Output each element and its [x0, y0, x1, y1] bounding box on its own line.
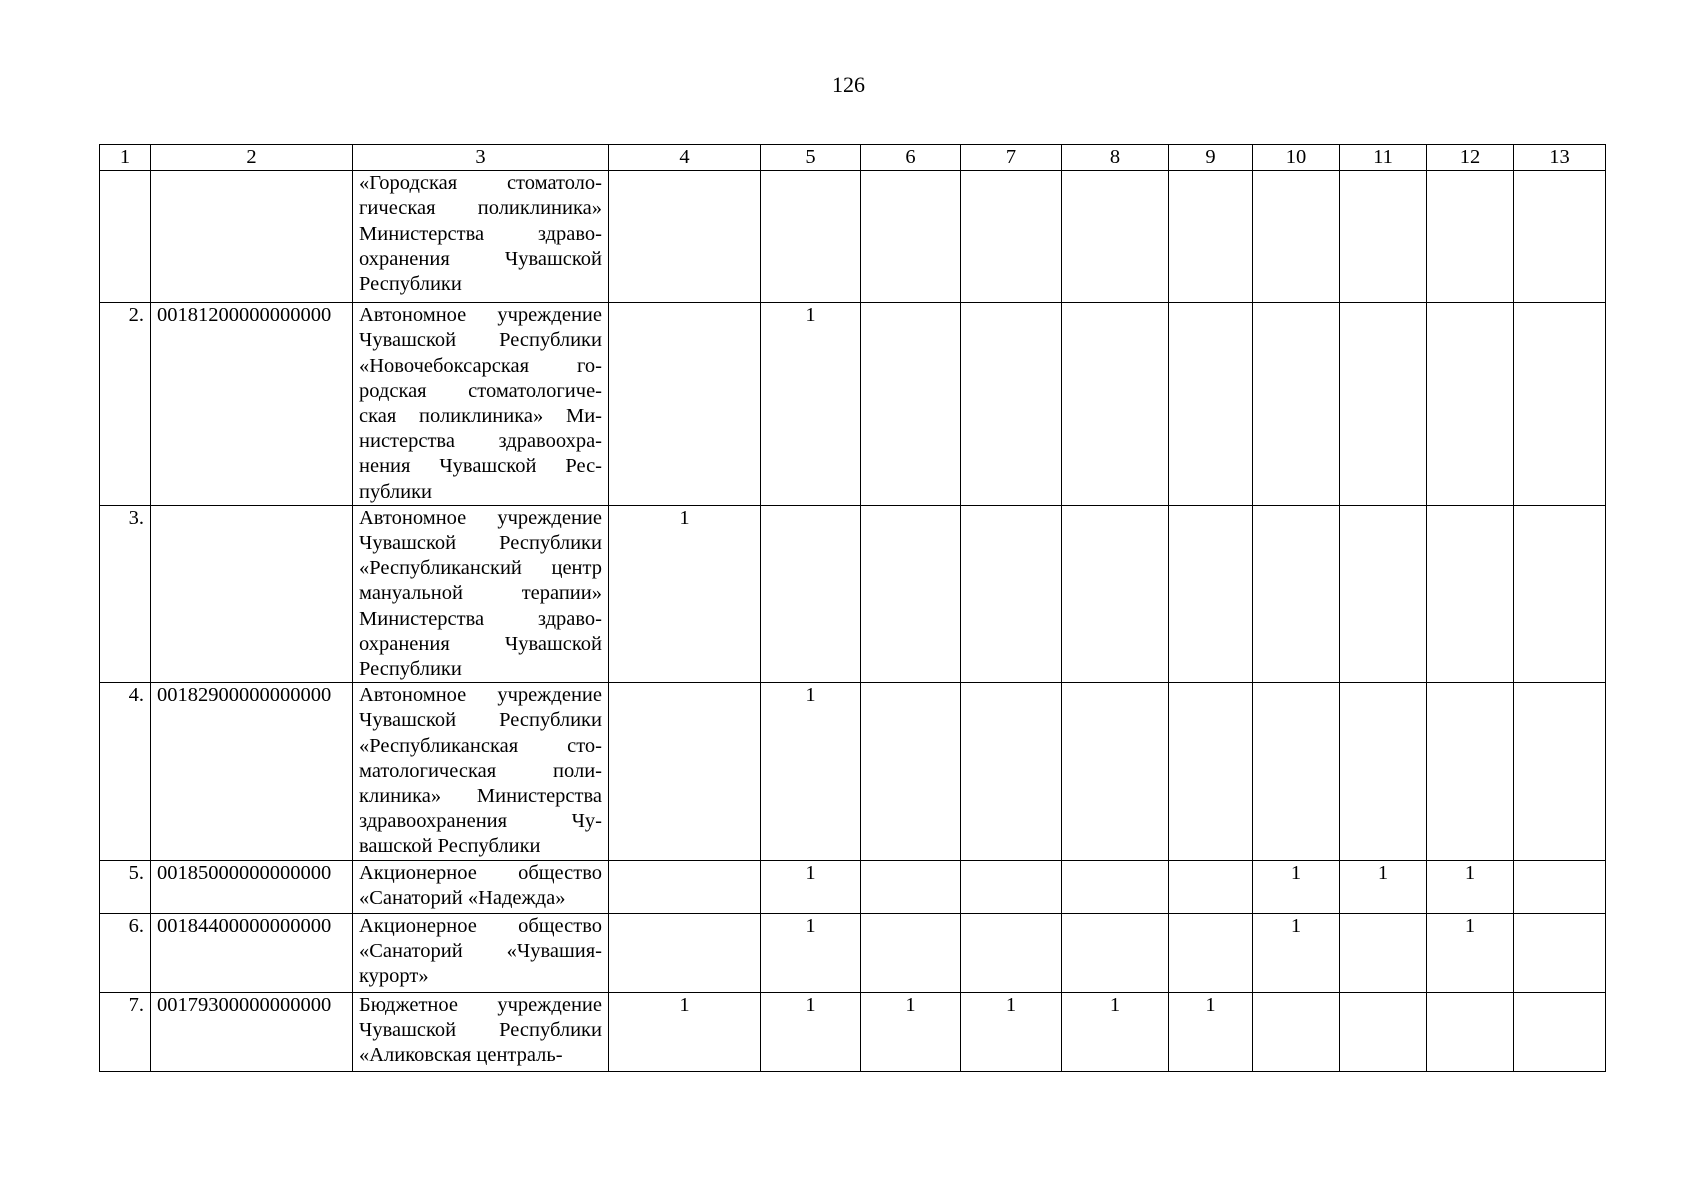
value-cell-col-9: [1169, 683, 1253, 860]
organization-name-line: матологическая поли-: [359, 759, 602, 782]
value-cell-col-10: [1253, 171, 1340, 303]
value-cell-col-4: [609, 913, 761, 992]
value-cell-col-13: [1514, 860, 1606, 913]
value-cell-col-10: [1253, 303, 1340, 506]
organization-name: [353, 505, 609, 682]
value-cell-col-9: 1: [1169, 992, 1253, 1071]
registry-code: 00182900000000000: [151, 683, 353, 860]
value-cell-col-13: [1514, 171, 1606, 303]
organization-name-line: Республики: [359, 273, 462, 296]
organization-name-line: «Аликовская централь-: [359, 1044, 563, 1067]
value-cell-col-7: [961, 913, 1062, 992]
value-cell-col-12: 1: [1427, 913, 1514, 992]
organization-name-line: Акционерное общество: [359, 861, 602, 884]
row-number: 5.: [100, 860, 151, 913]
value-cell-col-5: 1: [761, 683, 861, 860]
organization-name-line: «Санаторий «Надежда»: [359, 886, 566, 909]
value-cell-col-4: 1: [609, 505, 761, 682]
organization-name-line: гическая поликлиника»: [359, 197, 602, 220]
value-cell-col-4: [609, 303, 761, 506]
value-cell-col-11: 1: [1340, 860, 1427, 913]
value-cell-col-5: [761, 505, 861, 682]
column-header: 8: [1062, 145, 1169, 171]
value-cell-col-7: [961, 171, 1062, 303]
registry-code: 00179300000000000: [151, 992, 353, 1071]
value-cell-col-8: [1062, 303, 1169, 506]
value-cell-col-11: [1340, 171, 1427, 303]
table-row: [100, 992, 1606, 1071]
organization-name: [353, 303, 609, 506]
column-header: 4: [609, 145, 761, 171]
value-cell-col-11: [1340, 303, 1427, 506]
column-header: 13: [1514, 145, 1606, 171]
organization-name-line: публики: [359, 480, 433, 503]
column-header: 10: [1253, 145, 1340, 171]
organization-name-line: нистерства здравоохра-: [359, 430, 602, 453]
value-cell-col-13: [1514, 992, 1606, 1071]
value-cell-col-9: [1169, 860, 1253, 913]
column-header: 7: [961, 145, 1062, 171]
organization-name: [353, 683, 609, 860]
table-row: [100, 505, 1606, 682]
organization-name: [353, 860, 609, 913]
column-header: 1: [100, 145, 151, 171]
value-cell-col-4: 1: [609, 992, 761, 1071]
row-number: 6.: [100, 913, 151, 992]
value-cell-col-8: [1062, 860, 1169, 913]
value-cell-col-4: [609, 683, 761, 860]
value-cell-col-7: [961, 303, 1062, 506]
table-row: [100, 171, 1606, 303]
value-cell-col-7: 1: [961, 992, 1062, 1071]
table-header: [100, 145, 1606, 171]
value-cell-col-13: [1514, 683, 1606, 860]
value-cell-col-12: [1427, 683, 1514, 860]
organization-name-line: Автономное учреждение: [359, 506, 602, 529]
value-cell-col-5: [761, 171, 861, 303]
value-cell-col-8: [1062, 683, 1169, 860]
organization-name-line: клиника» Министерства: [359, 785, 602, 808]
organization-name-line: вашской Республики: [359, 835, 541, 858]
organization-name: [353, 171, 609, 303]
organization-name-line: Республики: [359, 658, 462, 681]
column-header: 2: [151, 145, 353, 171]
value-cell-col-10: [1253, 992, 1340, 1071]
value-cell-col-9: [1169, 171, 1253, 303]
value-cell-col-4: [609, 860, 761, 913]
value-cell-col-12: [1427, 505, 1514, 682]
value-cell-col-5: 1: [761, 860, 861, 913]
value-cell-col-5: 1: [761, 913, 861, 992]
value-cell-col-6: [861, 303, 961, 506]
organization-name-line: мануальной терапии»: [359, 582, 602, 605]
organization-name-line: ская поликлиника» Ми-: [359, 405, 602, 428]
value-cell-col-10: 1: [1253, 860, 1340, 913]
value-cell-col-6: [861, 860, 961, 913]
column-header: 6: [861, 145, 961, 171]
organization-name-line: охранения Чувашской: [359, 632, 602, 655]
value-cell-col-12: 1: [1427, 860, 1514, 913]
organization-name-line: Автономное учреждение: [359, 304, 602, 327]
value-cell-col-7: [961, 505, 1062, 682]
table-body: [100, 171, 1606, 1071]
value-cell-col-12: [1427, 303, 1514, 506]
column-header: 9: [1169, 145, 1253, 171]
organization-name-line: Акционерное общество: [359, 914, 602, 937]
value-cell-col-8: [1062, 505, 1169, 682]
organization-name-line: родская стоматологиче-: [359, 379, 602, 402]
value-cell-col-13: [1514, 913, 1606, 992]
value-cell-col-6: [861, 683, 961, 860]
organization-name: [353, 992, 609, 1071]
organization-name-line: Министерства здраво-: [359, 607, 602, 630]
organization-name-line: Бюджетное учреждение: [359, 993, 602, 1016]
row-number: [100, 171, 151, 303]
organization-name-line: «Городская стоматоло-: [359, 172, 602, 195]
organization-name-line: «Республиканский центр: [359, 557, 602, 580]
organization-name-line: здравоохранения Чу-: [359, 810, 602, 833]
organization-name-line: «Республиканская сто-: [359, 734, 602, 757]
column-header: 12: [1427, 145, 1514, 171]
value-cell-col-8: [1062, 171, 1169, 303]
organization-name-line: Чувашской Республики: [359, 329, 602, 352]
row-number: 7.: [100, 992, 151, 1071]
column-header: 11: [1340, 145, 1427, 171]
value-cell-col-13: [1514, 505, 1606, 682]
registry-code: 00184400000000000: [151, 913, 353, 992]
column-header: 5: [761, 145, 861, 171]
table-row: [100, 683, 1606, 860]
value-cell-col-9: [1169, 913, 1253, 992]
row-number: 4.: [100, 683, 151, 860]
value-cell-col-13: [1514, 303, 1606, 506]
page-number: 126: [832, 72, 865, 97]
value-cell-col-9: [1169, 505, 1253, 682]
organization-name-line: Чувашской Республики: [359, 1018, 602, 1041]
organization-name-line: нения Чувашской Рес-: [359, 455, 602, 478]
value-cell-col-9: [1169, 303, 1253, 506]
value-cell-col-8: 1: [1062, 992, 1169, 1071]
value-cell-col-12: [1427, 171, 1514, 303]
registry-code: 00185000000000000: [151, 860, 353, 913]
value-cell-col-8: [1062, 913, 1169, 992]
value-cell-col-5: 1: [761, 303, 861, 506]
value-cell-col-6: [861, 913, 961, 992]
registry-code: [151, 171, 353, 303]
organization-name-line: «Новочебоксарская го-: [359, 354, 602, 377]
registry-code: 00181200000000000: [151, 303, 353, 506]
value-cell-col-11: [1340, 913, 1427, 992]
table-row: [100, 860, 1606, 913]
table-row: [100, 303, 1606, 506]
row-number: 2.: [100, 303, 151, 506]
value-cell-col-10: 1: [1253, 913, 1340, 992]
value-cell-col-6: 1: [861, 992, 961, 1071]
value-cell-col-10: [1253, 683, 1340, 860]
organization-name-line: Министерства здраво-: [359, 222, 602, 245]
registry-code: [151, 505, 353, 682]
value-cell-col-12: [1427, 992, 1514, 1071]
value-cell-col-5: 1: [761, 992, 861, 1071]
organization-name-line: Чувашской Республики: [359, 532, 602, 555]
organization-name-line: курорт»: [359, 965, 429, 988]
value-cell-col-11: [1340, 992, 1427, 1071]
value-cell-col-4: [609, 171, 761, 303]
value-cell-col-6: [861, 171, 961, 303]
value-cell-col-6: [861, 505, 961, 682]
value-cell-col-7: [961, 860, 1062, 913]
organization-name-line: охранения Чувашской: [359, 247, 602, 270]
value-cell-col-11: [1340, 505, 1427, 682]
data-table: [99, 144, 1606, 1072]
organization-name: [353, 913, 609, 992]
organization-name-line: Чувашской Республики: [359, 709, 602, 732]
organization-name-line: Автономное учреждение: [359, 684, 602, 707]
value-cell-col-7: [961, 683, 1062, 860]
table-row: [100, 913, 1606, 992]
value-cell-col-11: [1340, 683, 1427, 860]
column-header: 3: [353, 145, 609, 171]
row-number: 3.: [100, 505, 151, 682]
organization-name-line: «Санаторий «Чувашия-: [359, 939, 602, 962]
value-cell-col-10: [1253, 505, 1340, 682]
